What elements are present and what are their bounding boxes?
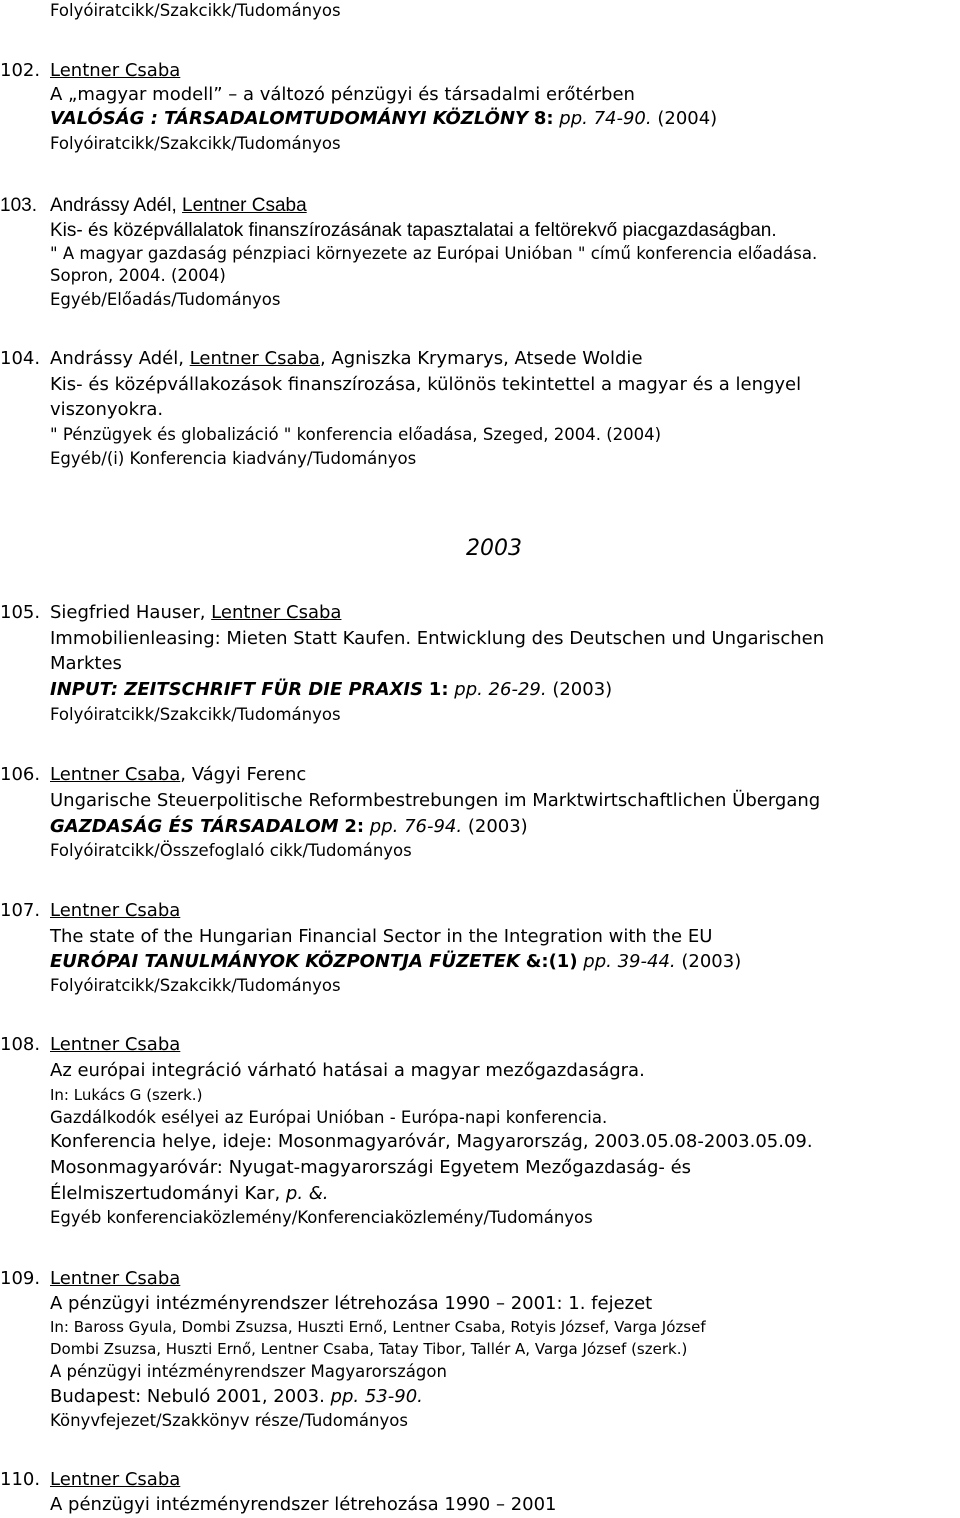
entry-category: Egyéb/(i) Konferencia kiadvány/Tudományos bbox=[50, 449, 417, 468]
author-link[interactable]: Lentner Csaba bbox=[50, 60, 181, 81]
entry-venue: Konferencia helye, ideje: Mosonmagyaróvár, Magyarország, 2003.05.08-2003.05.09. bbox=[50, 1131, 813, 1152]
entry-authors bbox=[50, 604, 341, 622]
author-link[interactable]: Lentner Csaba bbox=[50, 1034, 181, 1055]
entry-detail: Sopron, 2004. (2004) bbox=[50, 266, 226, 285]
entry-journal-line bbox=[50, 953, 741, 971]
entry-title: viszonyokra. bbox=[50, 399, 164, 420]
author-link[interactable]: Lentner Csaba bbox=[211, 602, 342, 623]
entry-authors bbox=[50, 196, 307, 215]
journal-year: (2003) bbox=[681, 951, 742, 972]
entry-number: 110. bbox=[0, 1469, 41, 1490]
entry-title: A pénzügyi intézményrendszer létrehozása 1990 – 2001 bbox=[50, 1494, 557, 1515]
entry-category: Folyóiratcikk/Összefoglaló cikk/Tudományos bbox=[50, 841, 412, 860]
author-link[interactable]: Lentner Csaba bbox=[50, 1469, 181, 1490]
entry-journal-line bbox=[50, 681, 612, 699]
entry-category: Folyóiratcikk/Szakcikk/Tudományos bbox=[50, 976, 341, 995]
entry-publisher bbox=[50, 1185, 329, 1203]
entry-title: Kis- és középvállakozások finanszírozása, különös tekintettel a magyar és a lengyel bbox=[50, 374, 802, 395]
journal-year: (2004) bbox=[657, 108, 718, 129]
author-link[interactable]: Lentner Csaba bbox=[50, 900, 181, 921]
entry-detail: " A magyar gazdaság pénzpiaci környezete az Európai Unióban " című konferencia előadása. bbox=[50, 244, 818, 263]
entry-title: Kis- és középvállalatok finanszírozásának tapasztalatai a feltörekvő piacgazdaságban. bbox=[50, 220, 777, 241]
entry-editors: Dombi Zsuzsa, Huszti Ernő, Lentner Csaba, Tatay Tibor, Tallér A, Varga József (szerk.) bbox=[50, 1340, 688, 1358]
entry-category: Könyvfejezet/Szakkönyv része/Tudományos bbox=[50, 1411, 408, 1430]
journal-name: VALÓSÁG : TÁRSADALOMTUDOMÁNYI KÖZLÖNY bbox=[50, 108, 529, 129]
journal-name: GAZDASÁG ÉS TÁRSADALOM bbox=[50, 816, 339, 837]
entry-journal-line bbox=[50, 110, 717, 128]
entry-title: A pénzügyi intézményrendszer létrehozása 1990 – 2001: 1. fejezet bbox=[50, 1293, 653, 1314]
entry-journal-line bbox=[50, 818, 528, 836]
entry-number: 105. bbox=[0, 602, 41, 623]
entry-number: 107. bbox=[0, 900, 41, 921]
entry-category: Folyóiratcikk/Szakcikk/Tudományos bbox=[50, 1, 341, 20]
entry-number: 108. bbox=[0, 1034, 41, 1055]
entry-title: A „magyar modell” – a változó pénzügyi és társadalmi erőtérben bbox=[50, 84, 635, 105]
entry-category: Folyóiratcikk/Szakcikk/Tudományos bbox=[50, 705, 341, 724]
journal-issue: 1: bbox=[428, 679, 449, 700]
journal-pages: pp. 39-44. bbox=[583, 951, 676, 972]
journal-name: EURÓPAI TANULMÁNYOK KÖZPONTJA FÜZETEK bbox=[50, 951, 520, 972]
journal-issue: 8: bbox=[533, 108, 554, 129]
entry-number: 109. bbox=[0, 1268, 41, 1289]
publisher-text: Élelmiszertudományi Kar, bbox=[50, 1183, 286, 1204]
author-link[interactable]: Lentner Csaba bbox=[189, 348, 320, 369]
entry-title: The state of the Hungarian Financial Sector in the Integration with the EU bbox=[50, 926, 713, 947]
author-name: Andrássy Adél, bbox=[50, 348, 190, 369]
entry-authors bbox=[50, 350, 643, 368]
author-name: Andrássy Adél, bbox=[50, 195, 183, 216]
entry-detail: " Pénzügyek és globalizáció " konferencia előadása, Szeged, 2004. (2004) bbox=[50, 425, 662, 444]
entry-number: 106. bbox=[0, 764, 41, 785]
journal-name: INPUT: ZEITSCHRIFT FÜR DIE PRAXIS bbox=[50, 679, 424, 700]
entry-editors: In: Baross Gyula, Dombi Zsuzsa, Huszti Ernő, Lentner Csaba, Rotyis József, Varga József bbox=[50, 1318, 706, 1336]
journal-issue: &:(1) bbox=[525, 951, 578, 972]
publisher-pages: pp. 53-90. bbox=[330, 1386, 423, 1407]
journal-pages: pp. 76-94. bbox=[369, 816, 463, 837]
entry-title: Ungarische Steuerpolitische Reformbestrebungen im Marktwirtschaftlichen Übergang bbox=[50, 790, 821, 811]
journal-issue: 2: bbox=[344, 816, 365, 837]
entry-number: 103. bbox=[0, 195, 37, 216]
entry-category: Egyéb konferenciaközlemény/Konferenciaközlemény/Tudományos bbox=[50, 1208, 593, 1227]
entry-book-title: Gazdálkodók esélyei az Európai Unióban - Európa-napi konferencia. bbox=[50, 1108, 608, 1127]
entry-authors bbox=[50, 766, 306, 784]
year-heading: 2003 bbox=[466, 536, 522, 561]
entry-title: Immobilienleasing: Mieten Statt Kaufen. Entwicklung des Deutschen und Ungarischen bbox=[50, 628, 825, 649]
entry-number: 102. bbox=[0, 60, 41, 81]
journal-year: (2003) bbox=[467, 816, 528, 837]
entry-number: 104. bbox=[0, 348, 41, 369]
author-name: Siegfried Hauser, bbox=[50, 602, 212, 623]
author-link[interactable]: Lentner Csaba bbox=[50, 764, 181, 785]
journal-pages: pp. 26-29. bbox=[454, 679, 547, 700]
entry-title: Marktes bbox=[50, 653, 122, 674]
author-name: , Vágyi Ferenc bbox=[180, 764, 307, 785]
entry-publisher bbox=[50, 1388, 423, 1406]
author-link[interactable]: Lentner Csaba bbox=[182, 195, 307, 216]
entry-title: Az európai integráció várható hatásai a magyar mezőgazdaságra. bbox=[50, 1060, 645, 1081]
journal-year: (2003) bbox=[552, 679, 613, 700]
author-name: , Agniszka Krymarys, Atsede Woldie bbox=[319, 348, 643, 369]
journal-pages: pp. 74-90. bbox=[559, 108, 652, 129]
author-link[interactable]: Lentner Csaba bbox=[50, 1268, 181, 1289]
entry-category: Folyóiratcikk/Szakcikk/Tudományos bbox=[50, 134, 341, 153]
entry-category: Egyéb/Előadás/Tudományos bbox=[50, 290, 281, 309]
entry-editor: In: Lukács G (szerk.) bbox=[50, 1086, 203, 1104]
entry-publisher: Mosonmagyaróvár: Nyugat-magyarországi Egyetem Mezőgazdaság- és bbox=[50, 1157, 692, 1178]
publisher-pages: p. &. bbox=[285, 1183, 329, 1204]
entry-book-title: A pénzügyi intézményrendszer Magyarországon bbox=[50, 1362, 447, 1381]
publisher-text: Budapest: Nebuló 2001, 2003. bbox=[50, 1386, 331, 1407]
